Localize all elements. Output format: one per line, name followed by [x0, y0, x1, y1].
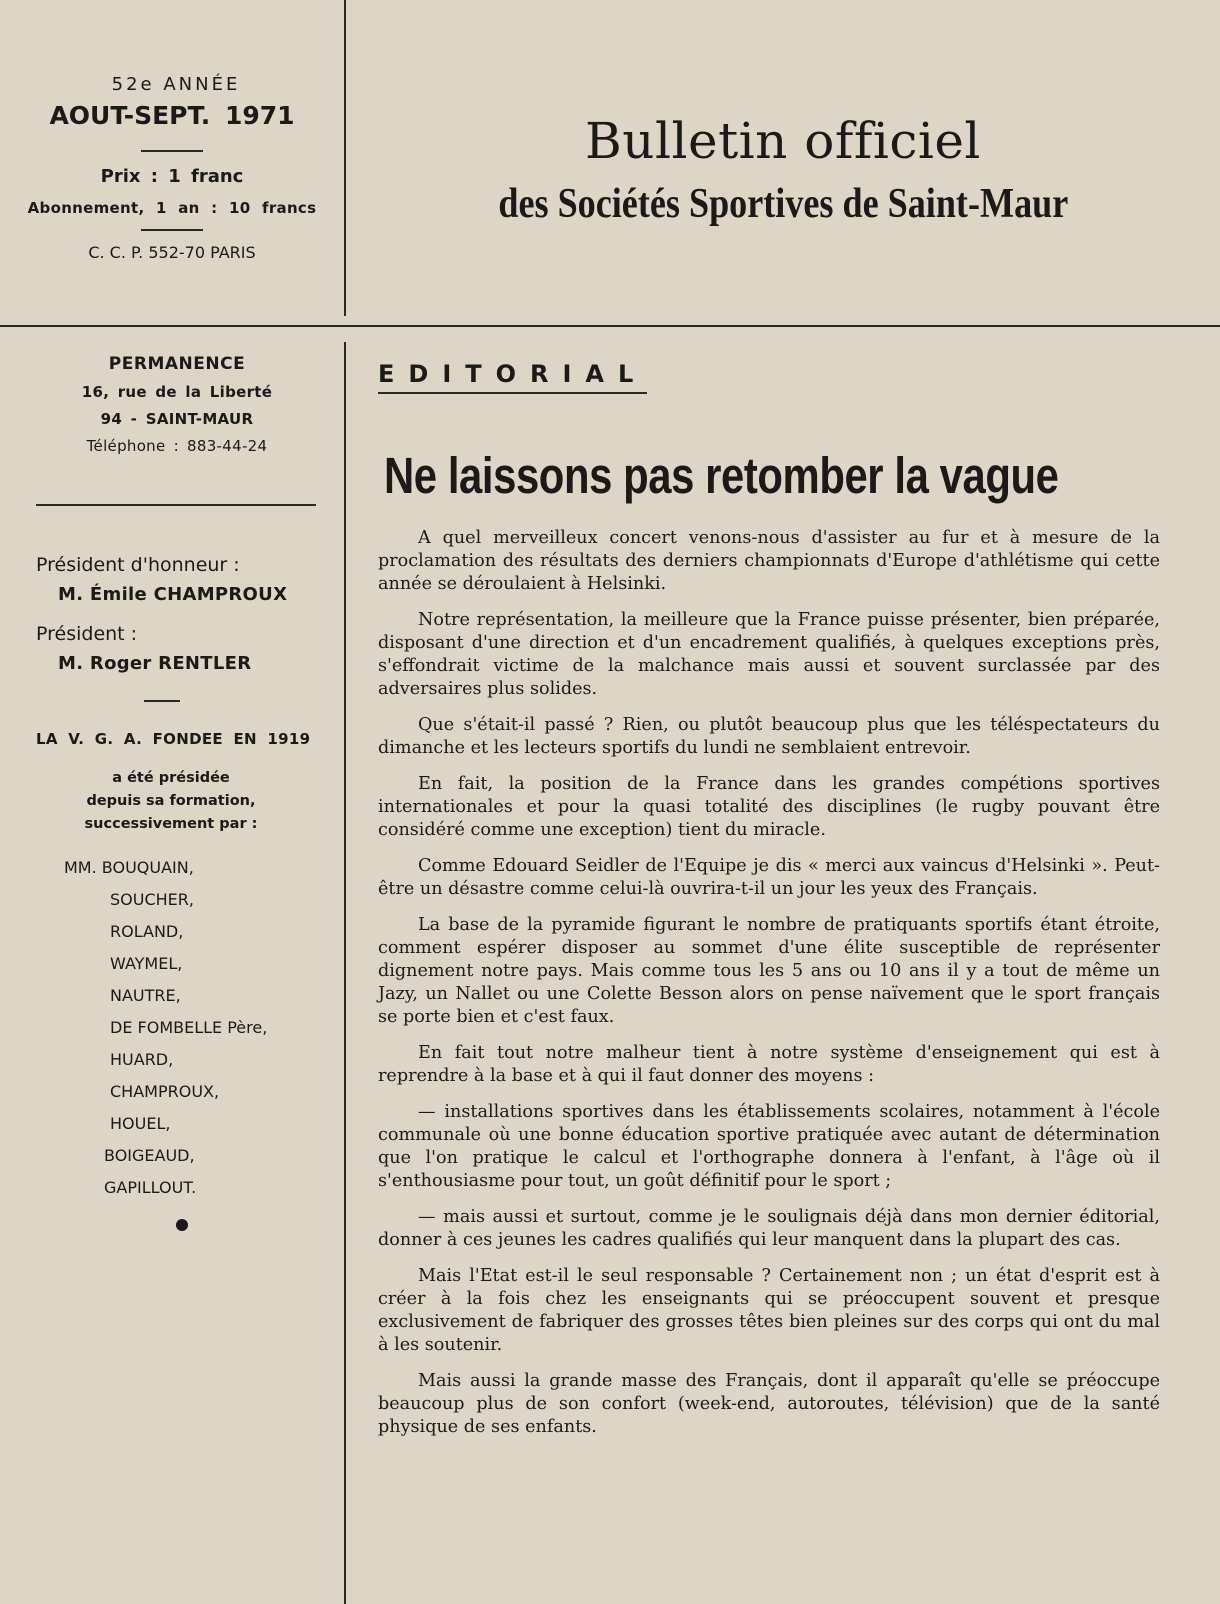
honorary-president-name: M. Émile CHAMPROUX — [58, 584, 288, 605]
list-item: CHAMPROUX, — [110, 1082, 220, 1101]
honorary-president-label: Président d'honneur : — [36, 554, 240, 576]
presidents-block — [36, 554, 336, 1231]
sidebar-rule — [36, 504, 316, 506]
issue-date: AOUT-SEPT. 1971 — [49, 101, 295, 130]
section-label: EDITORIAL — [378, 360, 647, 394]
paragraph: En fait tout notre malheur tient à notre système d'enseignement qui est à reprendre à la base et à qui il faut donner des moyens : — [378, 1043, 1160, 1086]
paragraph: Que s'était-il passé ? Rien, ou plutôt beaucoup plus que les téléspectateurs du dimanche et les lecteurs sportifs du lundi ne semblaient entrevoir. — [378, 715, 1160, 758]
list-item: MM. BOUQUAIN, — [64, 858, 194, 877]
phone: Téléphone : 883-44-24 — [86, 437, 268, 455]
list-item: NAUTRE, — [110, 986, 181, 1005]
vga-description — [36, 770, 306, 832]
permanence-title: PERMANENCE — [108, 354, 246, 374]
list-item: ROLAND, — [110, 922, 184, 941]
paragraph: — mais aussi et surtout, comme je le soulignais déjà dans mon dernier éditorial, donner à ces jeunes les cadres qualifiés qui leur manquent dans la plupart des cas. — [378, 1207, 1160, 1250]
address-street: 16, rue de la Liberté — [81, 383, 273, 401]
rule — [141, 150, 203, 152]
address-city: 94 - SAINT-MAUR — [100, 410, 254, 428]
subscription-price: Abonnement, 1 an : 10 francs — [27, 199, 317, 217]
president-label: Président : — [36, 623, 138, 645]
vga-line: a été présidée — [112, 770, 230, 786]
former-presidents-list — [36, 858, 336, 1197]
masthead-title: Bulletin officiel — [585, 112, 981, 170]
column-divider — [344, 342, 346, 1604]
vga-founded: LA V. G. A. FONDEE EN 1919 — [36, 730, 311, 748]
list-item: WAYMEL, — [110, 954, 183, 973]
rule — [141, 229, 203, 231]
paragraph: En fait, la position de la France dans les grandes compétions sportives internationales et pour la quasi totalité des disciplines (le rugby pouvant être considéré comme une exception) tient du miracle. — [378, 774, 1160, 840]
list-item: HUARD, — [110, 1050, 174, 1069]
paragraph: — installations sportives dans les établissements scolaires, notamment à l'école communale où une bonne éducation sportive pratiquée avec autant de détermination que l'on pratique le calcul et l'orthographe donnera à l'enfant, à l'âge où il s'enthousiasme pour tout, un goût définitif pour le sport ; — [378, 1102, 1160, 1191]
issue-price: Prix : 1 franc — [100, 166, 244, 187]
list-item: HOUEL, — [110, 1114, 171, 1133]
editorial — [378, 360, 1160, 1452]
vga-line: depuis sa formation, — [86, 793, 256, 809]
bullet-icon — [176, 1219, 188, 1231]
permanence-block — [10, 354, 344, 455]
paragraph: A quel merveilleux concert venons-nous d'assister au fur et à mesure de la proclamation des résultats des derniers championnats d'Europe d'athlétisme qui cette année se déroulaient à Helsinki. — [378, 528, 1160, 594]
paragraph: Comme Edouard Seidler de l'Equipe je dis « merci aux vaincus d'Helsinki ». Peut-être un désastre comme celui-là ouvrira-t-il un jour les yeux des Français. — [378, 856, 1160, 899]
headline: Ne laissons pas retomber la vague — [384, 447, 1059, 504]
president-name: M. Roger RENTLER — [58, 653, 252, 674]
issue-year: 52e ANNÉE — [111, 74, 241, 95]
paragraph: La base de la pyramide figurant le nombre de pratiquants sportifs étant étroite, comment espérer disposer au sommet d'une élite susceptible de représenter dignement notre pays. Mais comme tous les 5 ans ou 10 ans il y a tout de même un Jazy, un Nallet ou une Colette Besson alors on pense naïvement que le sport français se porte bien et c'est faux. — [378, 915, 1160, 1027]
paragraph: Mais aussi la grande masse des Français, dont il apparaît qu'elle se préoccupe beaucoup plus de son confort (week-end, autoroutes, télévision) que de la santé physique de ses enfants. — [378, 1371, 1160, 1437]
list-item: SOUCHER, — [110, 890, 194, 909]
paragraph: Notre représentation, la meilleure que la France puisse présenter, bien préparée, disposant d'une direction et d'un encadrement qualifiés, à quelques exceptions près, s'effondrait victime de la malchance mais aussi et souvent surclassée par des adversaires plus solides. — [378, 610, 1160, 699]
sidebar — [0, 354, 344, 1197]
masthead-subtitle: des Sociétés Sportives de Saint-Maur — [498, 181, 1068, 227]
paragraph: Mais l'Etat est-il le seul responsable ? Certainement non ; un état d'esprit est à créer à la fois chez les enseignants qui se préoccupent souvent et presque exclusivement de fabriquer des grosses têtes bien pleines sur des corps qui ont du mal à les soutenir. — [378, 1266, 1160, 1355]
list-item: BOIGEAUD, — [104, 1146, 195, 1165]
vga-line: successivement par : — [84, 816, 258, 832]
ccp-account: C. C. P. 552-70 PARIS — [88, 243, 256, 262]
rule — [144, 700, 180, 702]
issue-info — [0, 74, 344, 262]
header-divider-horizontal — [0, 325, 1220, 327]
article-body — [378, 527, 1160, 1439]
masthead — [346, 112, 1220, 228]
list-item: DE FOMBELLE Père, — [110, 1018, 268, 1037]
list-item: GAPILLOUT. — [104, 1178, 197, 1197]
